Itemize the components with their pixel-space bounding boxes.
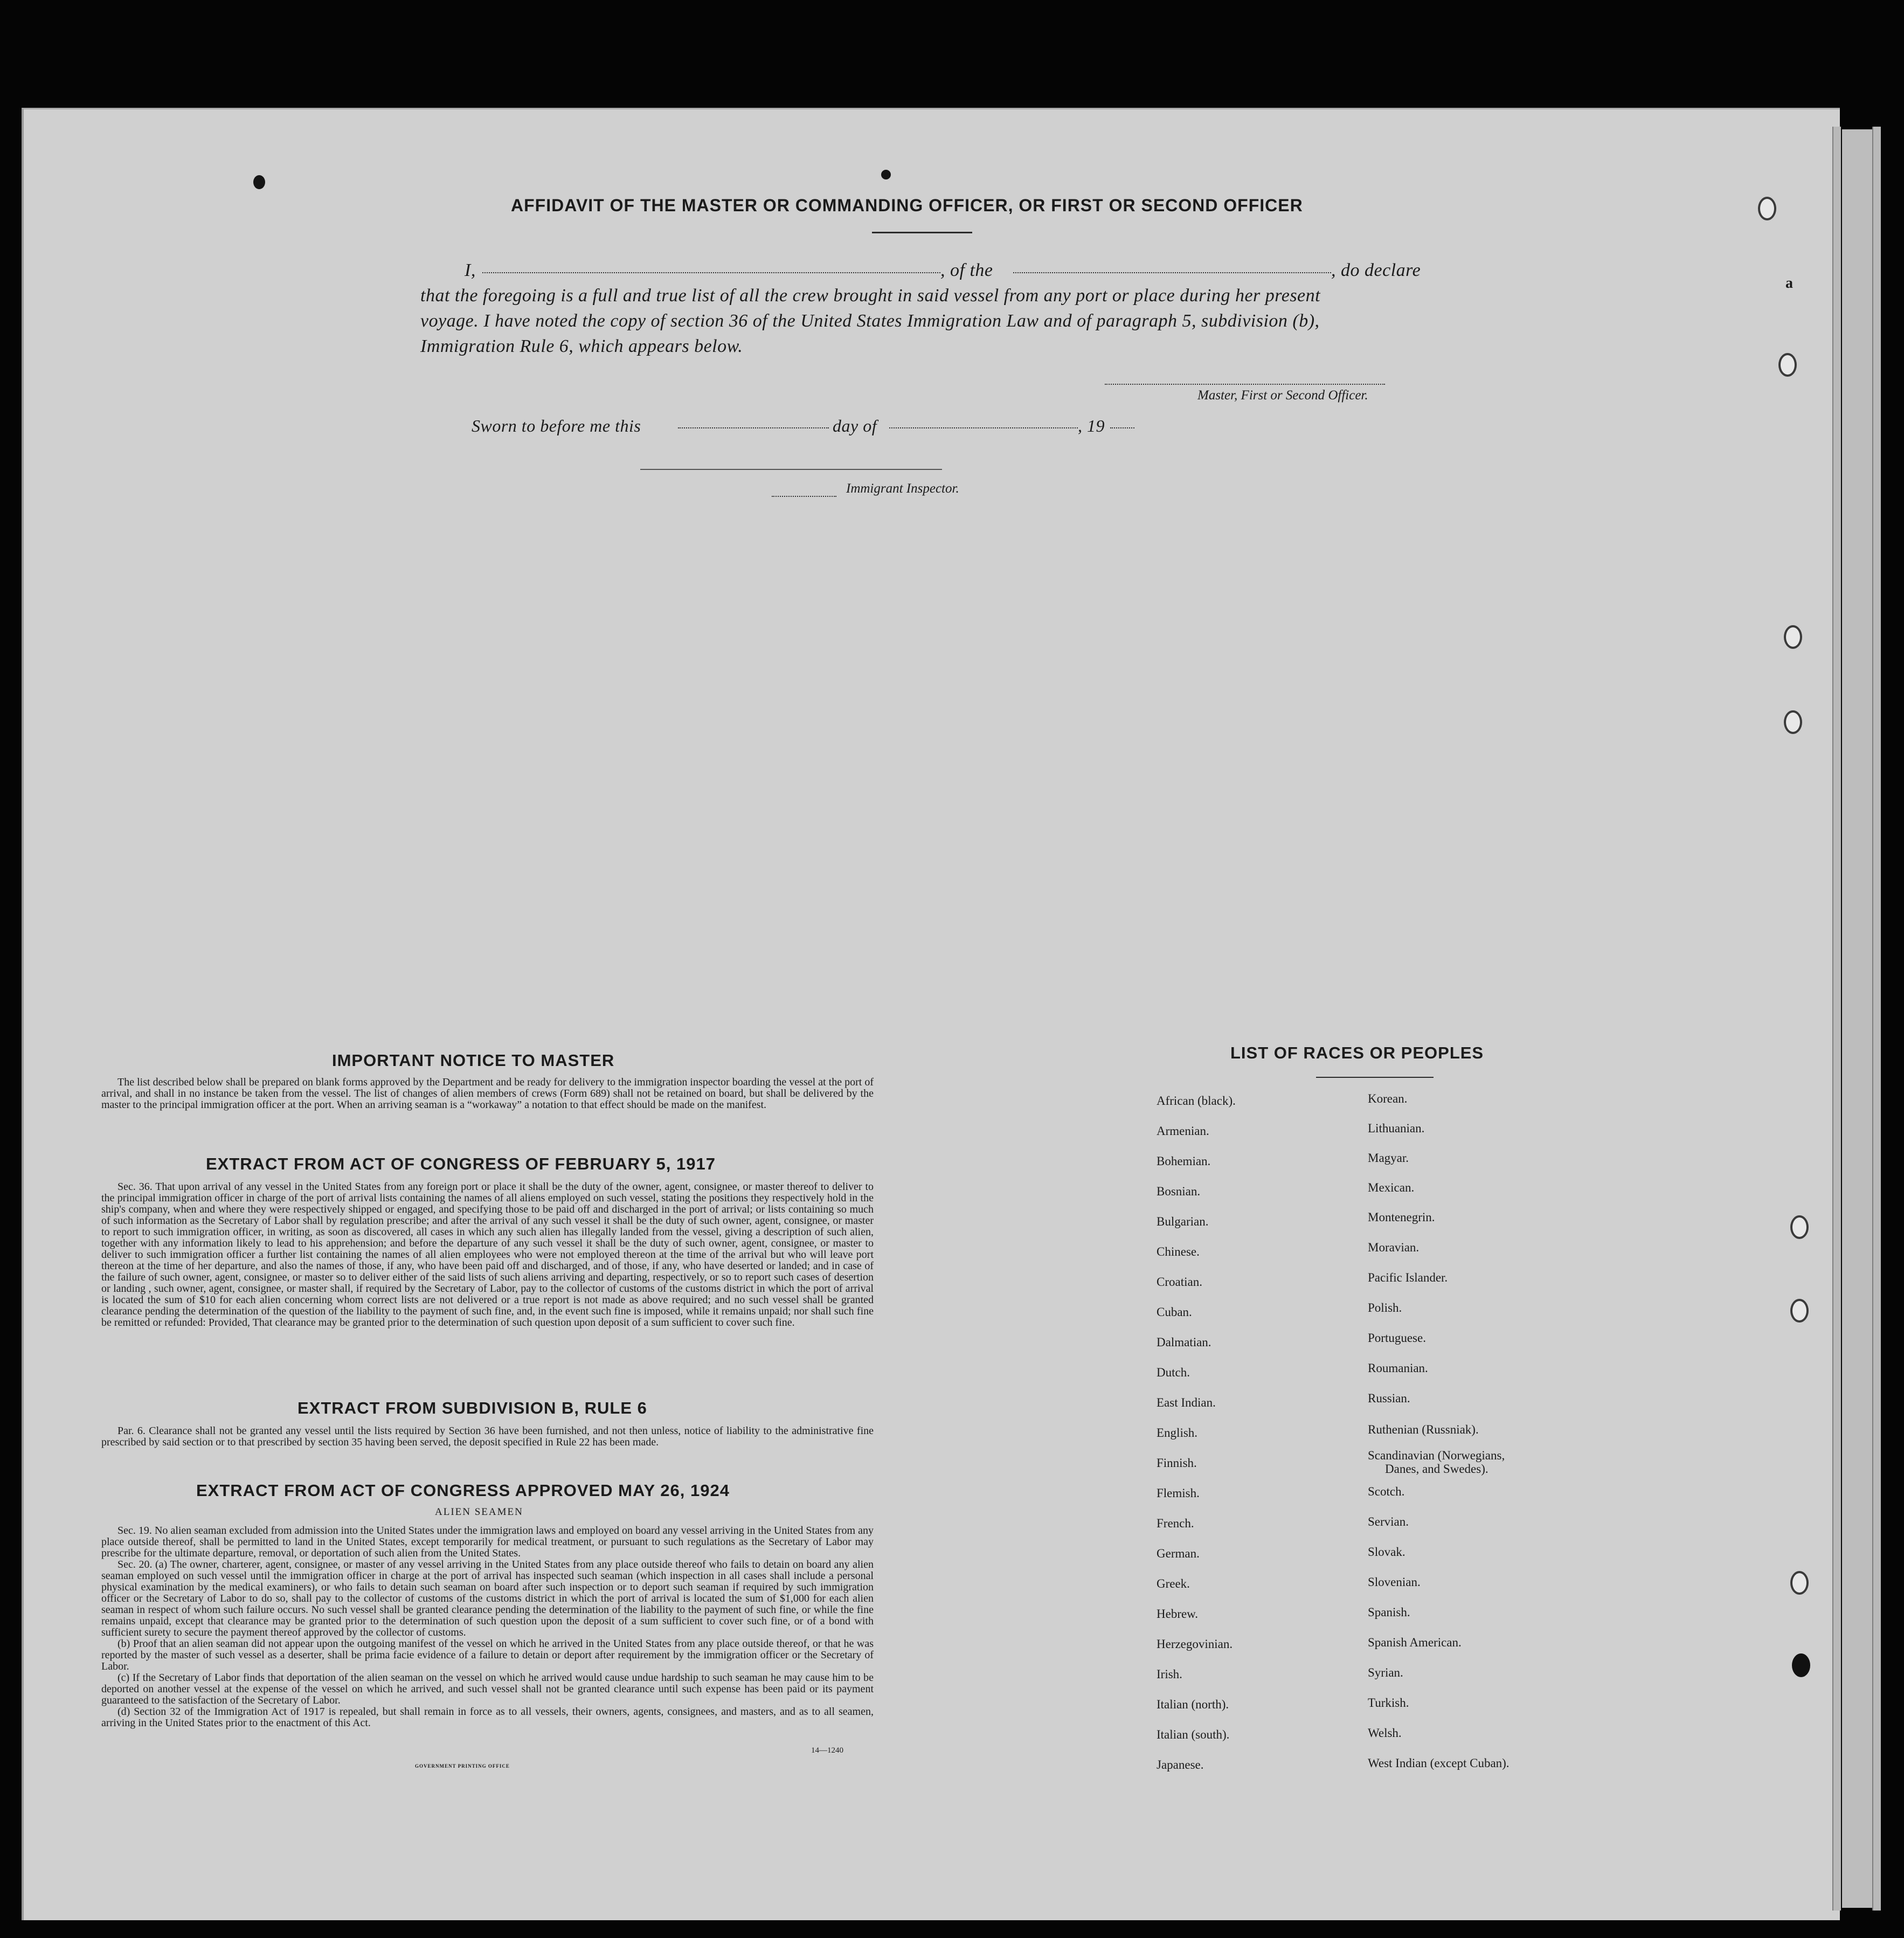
form-number: 14—1240 xyxy=(811,1746,843,1755)
race-item: Finnish. xyxy=(1157,1456,1197,1470)
race-item: Montenegrin. xyxy=(1368,1210,1435,1224)
race-item: Russian. xyxy=(1368,1392,1410,1405)
day-of-label: day of xyxy=(833,416,877,435)
race-item: Mexican. xyxy=(1368,1181,1415,1194)
section-20d-paragraph: (d) Section 32 of the Immigration Act of 1917 is repealed, but shall remain in force as to all vessels, their owners, agents, consignees, and masters, and as to all seamen, arriving in the United States prior to the enactment of this Act. xyxy=(101,1706,874,1729)
master-signature-label: Master, First or Second Officer. xyxy=(1197,388,1368,403)
binding-hole xyxy=(1790,1215,1809,1239)
officer-name-field[interactable] xyxy=(482,272,940,273)
race-item: Cuban. xyxy=(1157,1305,1192,1319)
section-20a-paragraph: Sec. 20. (a) The owner, charterer, agent, consignee, or master of any vessel arriving in the United States from any place outside thereof who fails to detain on board any alien seaman employed on such vessel until the immigration officer in charge at the port of arrival has inspected such seaman (which inspection in all cases shall include a personal physical examination by the medical examiners), or who fails to detain such seaman on board after such inspection or to deport such seaman if required by such immigration officer or the Secretary of Labor to do so, shall pay to the collector of customs of the customs district in which the port of arrival is located the sum of $1,000 for each alien seaman in respect of whom such failure occurs. No such vessel shall be granted clearance pending the determination of the liability to the payment of such fine, or while the fine remains unpaid, except that clearance may be granted prior to the determination of such question upon the deposit of a sum sufficient to cover such fine, or of a bond with sufficient surety to secure the payment thereof approved by the collector of customs. xyxy=(101,1559,874,1638)
sworn-month-field[interactable] xyxy=(889,427,1078,428)
race-item: Danes, and Swedes). xyxy=(1385,1462,1488,1476)
race-item: Hebrew. xyxy=(1157,1607,1199,1621)
binding-strip xyxy=(1842,129,1872,1908)
race-item: African (black). xyxy=(1157,1094,1236,1108)
binding-hole xyxy=(1784,625,1802,649)
race-item: Spanish. xyxy=(1368,1605,1410,1619)
race-item: Italian (south). xyxy=(1157,1728,1230,1741)
extract-1924-title: EXTRACT FROM ACT OF CONGRESS APPROVED MAY 26, 1924 xyxy=(196,1481,730,1500)
page-edge xyxy=(1832,127,1841,1911)
race-item: Scandinavian (Norwegians, xyxy=(1368,1449,1505,1462)
section-20c-paragraph: (c) If the Secretary of Labor finds that deportation of the alien seaman on the vessel on which he arrived would cause undue hardship to such seaman he may cause him to be deported on another vessel at the expense of the vessel on which he arrived, and such vessel shall not be granted clearance until such expense has been paid or its payment guaranteed to the satisfaction of the Secretary of Labor. xyxy=(101,1672,874,1706)
race-item: Croatian. xyxy=(1157,1275,1202,1289)
binding-hole xyxy=(1778,353,1797,377)
binding-hole xyxy=(1784,710,1802,734)
i-label: I, xyxy=(465,260,476,280)
race-item: Lithuanian. xyxy=(1368,1122,1425,1135)
punch-hole xyxy=(253,175,265,189)
extract-rule6-text xyxy=(101,1425,874,1448)
section-19-paragraph: Sec. 19. No alien seaman excluded from admission into the United States under the immigration laws and employed on board any vessel arriving in the United States from any place outside thereof, shall be permitted to land in the United States, except temporarily for medical treatment, or pursuant to such regulations as the Secretary of Labor may prescribe for the ultimate departure, removal, or deportation of such alien from the United States. xyxy=(101,1525,874,1559)
race-item: Portuguese. xyxy=(1368,1331,1426,1345)
extract-rule6-title: EXTRACT FROM SUBDIVISION B, RULE 6 xyxy=(297,1399,647,1417)
race-item: French. xyxy=(1157,1517,1194,1530)
race-item: English. xyxy=(1157,1426,1198,1439)
race-item: Servian. xyxy=(1368,1515,1409,1528)
year-label: , 19 xyxy=(1078,416,1105,435)
race-item: Irish. xyxy=(1157,1667,1182,1681)
sworn-label: Sworn to before me this xyxy=(472,416,641,435)
race-item: Flemish. xyxy=(1157,1486,1200,1500)
extract-1924-text xyxy=(101,1525,874,1729)
paragraph-6: Par. 6. Clearance shall not be granted any vessel until the lists required by Section 36 have been furnished, and not then unless, notice of liability to the administrative fine prescribed by said section or to that prescribed by section 35 having been served, the deposit specified in Rule 22 has been made. xyxy=(101,1425,874,1448)
race-item: Dutch. xyxy=(1157,1366,1190,1379)
race-item: Herzegovinian. xyxy=(1157,1637,1233,1651)
races-title-rule xyxy=(1316,1077,1434,1078)
sworn-day-field[interactable] xyxy=(678,427,829,428)
race-item: Scotch. xyxy=(1368,1485,1405,1498)
race-item: Bulgarian. xyxy=(1157,1215,1209,1228)
race-item: Bohemian. xyxy=(1157,1154,1211,1168)
race-item: Slovak. xyxy=(1368,1545,1406,1559)
notice-title: IMPORTANT NOTICE TO MASTER xyxy=(332,1051,615,1070)
sworn-year-field[interactable] xyxy=(1110,427,1134,428)
race-item: Spanish American. xyxy=(1368,1636,1462,1649)
affidavit-body-line-3: Immigration Rule 6, which appears below. xyxy=(420,336,743,356)
race-item: East Indian. xyxy=(1157,1396,1216,1409)
section-36-paragraph: Sec. 36. That upon arrival of any vessel in the United States from any foreign port or place it shall be the duty of the owner, agent, consignee, or master thereof to deliver to the principal immigration officer in charge of the port of arrival lists containing the names of all aliens employed on such vessel, stating the positions they respectively hold in the ship's company, when and where they were respectively shipped or engaged, and specifying those to be paid off and discharged in the port of arrival; or lists containing so much of such information as the Secretary of Labor shall by regulation prescribe; and after the arrival of any such vessel it shall be the duty of such owner, agent, consignee, or master to report to such immigration officer, in writing, as soon as discovered, all cases in which any such alien has illegally landed from the vessel, giving a description of such alien, together with any information likely to lead to his apprehension; and before the departure of any such vessel it shall be the duty of such owner, agent, consignee, or master to deliver to such immigration officer a further list containing the names of all alien employees who were not employed thereon at the time of the arrival but who will leave port thereon at the time of her departure, and also the names of those, if any, who have been paid off and discharged, and of those, if any, who have deserted or landed; and in case of the failure of such owner, agent, consignee, or master so to deliver either of the said lists of such aliens arriving and departing, respectively, or so to report such cases of desertion or landing , such owner, agent, consignee, or master shall, if required by the Secretary of Labor, pay to the collector of customs of the customs district in which the port of arrival is located the sum of $10 for each alien concerning whom correct lists are not delivered or a true report is not made as above required; and no such vessel shall be granted clearance pending the determination of the question of the liability to the payment of such fine, and, in the event such fine is imposed, while it remains unpaid; nor shall such fine be remitted or refunded: Provided, That clearance may be granted prior to the determination of such question upon deposit of a sum sufficient to cover such fine. xyxy=(101,1181,874,1328)
extract-1917-title: EXTRACT FROM ACT OF CONGRESS OF FEBRUARY 5, 1917 xyxy=(206,1154,716,1173)
of-the-label: , of the xyxy=(940,260,993,280)
race-item: German. xyxy=(1157,1547,1200,1560)
vessel-name-field[interactable] xyxy=(1013,272,1331,273)
race-item: Armenian. xyxy=(1157,1124,1209,1138)
affidavit-title: AFFIDAVIT OF THE MASTER OR COMMANDING OFFICER, OR FIRST OR SECOND OFFICER xyxy=(511,196,1303,215)
race-item: Greek. xyxy=(1157,1577,1190,1590)
race-item: Bosnian. xyxy=(1157,1185,1201,1198)
binding-hole xyxy=(1790,1299,1809,1323)
inspector-label: Immigrant Inspector. xyxy=(846,481,959,496)
race-item: Dalmatian. xyxy=(1157,1335,1211,1349)
extract-1917-text xyxy=(101,1181,874,1328)
race-item: Syrian. xyxy=(1368,1666,1403,1679)
affidavit-body-line-2: voyage. I have noted the copy of section 36 of the United States Immigration Law and of paragraph 5, subdivision (b), xyxy=(420,311,1320,331)
punch-hole xyxy=(881,170,891,179)
race-item: Slovenian. xyxy=(1368,1575,1421,1589)
binding-hole xyxy=(1790,1571,1809,1595)
race-item: Japanese. xyxy=(1157,1758,1204,1771)
race-item: Magyar. xyxy=(1368,1151,1409,1165)
do-declare-label: , do declare xyxy=(1331,260,1421,280)
notice-paragraph: The list described below shall be prepared on blank forms approved by the Department and be ready for delivery to the immigration inspector boarding the vessel at the port of arrival, and shall in no instance be taken from the vessel. The list of changes of alien members of crews (Form 689) shall not be retained on board, but shall be delivered by the master to the principal immigration officer at the port. When an arriving seaman is a “workaway” a notation to that effect should be made on the manifest. xyxy=(101,1076,874,1111)
race-item: Ruthenian (Russniak). xyxy=(1368,1423,1479,1436)
page-edge-back xyxy=(1872,127,1881,1911)
races-title: LIST OF RACES OR PEOPLES xyxy=(1230,1043,1484,1062)
binding-hole xyxy=(1758,197,1776,220)
title-rule xyxy=(872,232,972,233)
race-item: Chinese. xyxy=(1157,1245,1200,1258)
race-item: Polish. xyxy=(1368,1301,1402,1314)
notice-text xyxy=(101,1077,874,1111)
inspector-signature-field[interactable] xyxy=(640,469,942,470)
alien-seamen-subtitle: ALIEN SEAMEN xyxy=(435,1506,523,1518)
race-item: Moravian. xyxy=(1368,1241,1420,1254)
master-signature-field[interactable] xyxy=(1105,384,1385,385)
affidavit-body-line-1: that the foregoing is a full and true list of all the crew brought in said vessel from any port or place during her present xyxy=(420,286,1321,306)
corner-mark: a xyxy=(1785,275,1793,292)
race-item: Welsh. xyxy=(1368,1726,1402,1740)
binding-hole xyxy=(1792,1653,1810,1677)
race-item: Italian (north). xyxy=(1157,1698,1229,1711)
inspector-dots xyxy=(772,496,836,497)
race-item: Pacific Islander. xyxy=(1368,1271,1448,1284)
section-20b-paragraph: (b) Proof that an alien seaman did not appear upon the outgoing manifest of the vessel on which he arrived in the United States from any place outside thereof, or that he was reported by the master of such vessel as a deserter, shall be prima facie evidence of a failure to detain or deport after requirement by the immigration officer or the Secretary of Labor. xyxy=(101,1638,874,1672)
race-item: Turkish. xyxy=(1368,1696,1409,1709)
race-item: Korean. xyxy=(1368,1092,1408,1105)
race-item: West Indian (except Cuban). xyxy=(1368,1756,1510,1770)
printer-credit: GOVERNMENT PRINTING OFFICE xyxy=(415,1763,510,1769)
race-item: Roumanian. xyxy=(1368,1361,1428,1375)
